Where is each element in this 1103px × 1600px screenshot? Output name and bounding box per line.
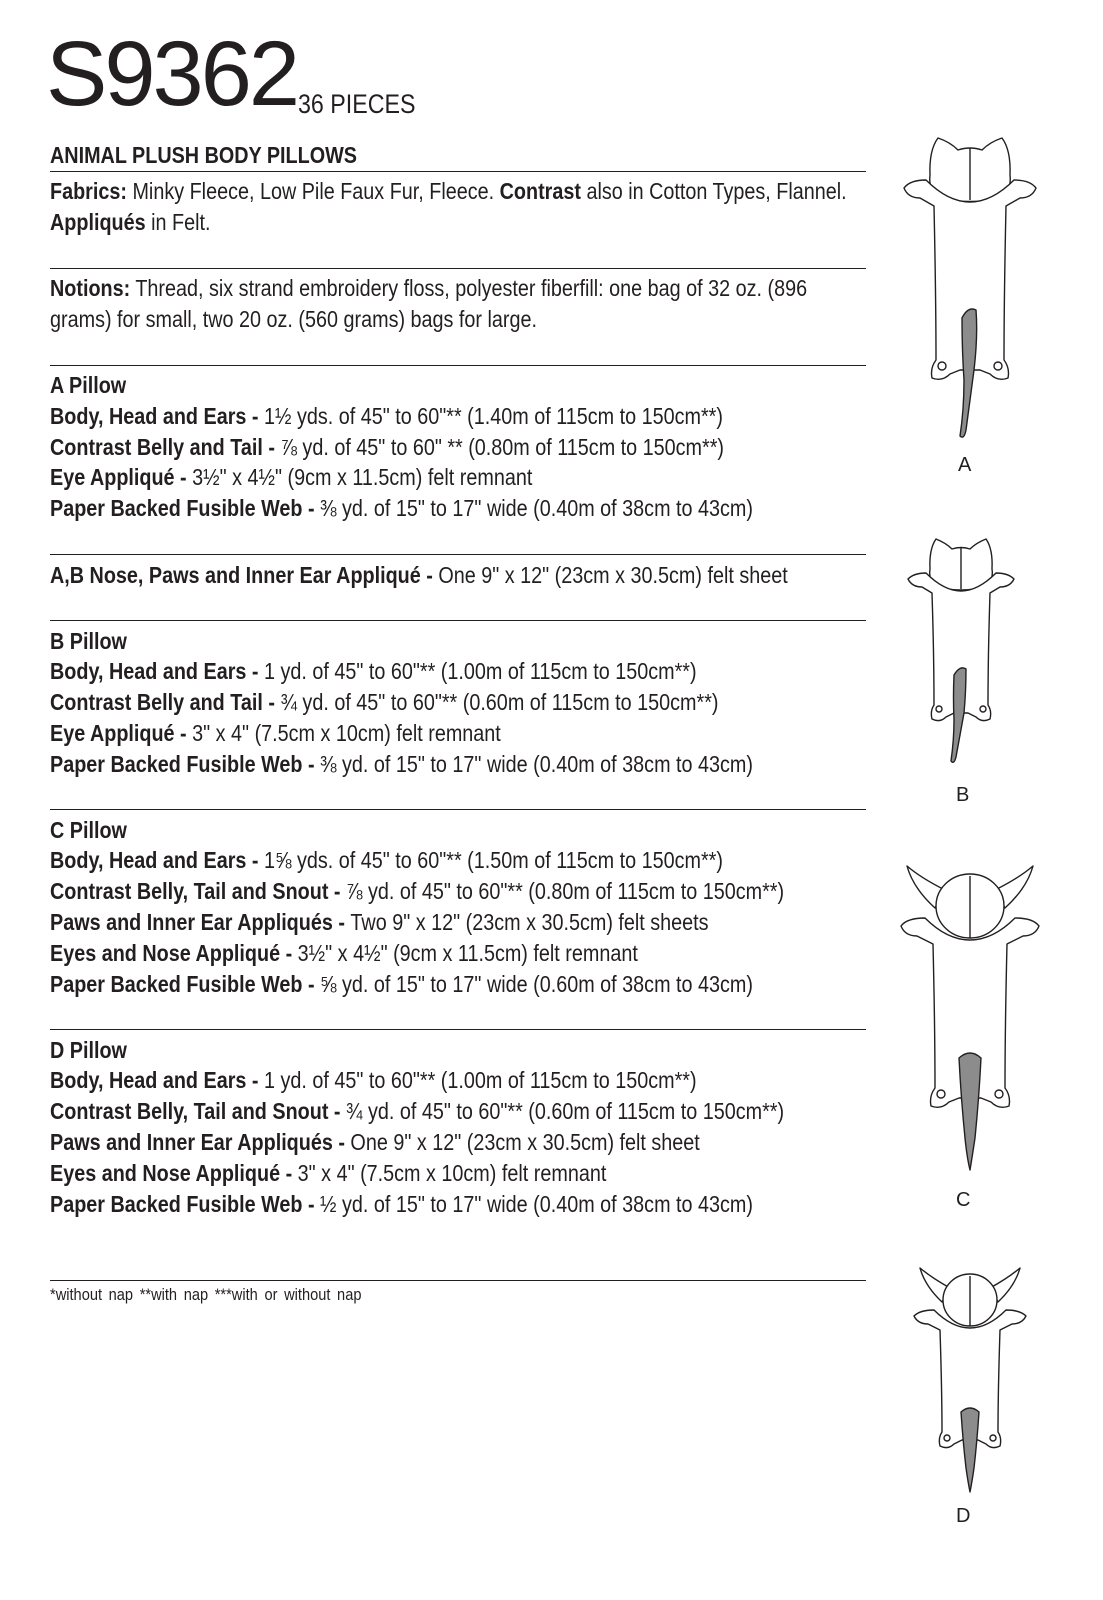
applique-label: Appliqués: [50, 209, 146, 235]
divider: [50, 620, 866, 621]
divider: [50, 1280, 866, 1281]
requirement-line: Body, Head and Ears - 1 yd. of 45" to 60"** (1.00m of 115cm to 150cm**): [50, 658, 697, 684]
divider: [50, 268, 866, 269]
requirement-line: Paper Backed Fusible Web - ⅜ yd. of 15" to 17" wide (0.40m of 38cm to 43cm): [50, 751, 753, 777]
applique-text: in Felt.: [145, 209, 211, 235]
requirement-line: Contrast Belly and Tail - ¾ yd. of 45" to 60"** (0.60m of 115cm to 150cm**): [50, 689, 719, 715]
notions-line-2: [50, 308, 616, 331]
requirement-line: Eyes and Nose Appliqué - 3" x 4" (7.5cm x 10cm) felt remnant: [50, 1160, 607, 1186]
footnote-text: *without nap **with nap ***with or without nap: [50, 1285, 362, 1304]
view-d-illustration: [910, 1262, 1030, 1500]
requirement-line: Eye Appliqué - 3" x 4" (7.5cm x 10cm) felt remnant: [50, 720, 501, 746]
requirement-line: A,B Nose, Paws and Inner Ear Appliqué - One 9" x 12" (23cm x 30.5cm) felt sheet: [50, 562, 788, 588]
view-label-b: B: [956, 784, 970, 806]
piece-count: [298, 91, 435, 118]
view-label-d: D: [956, 1505, 971, 1527]
divider: [50, 1029, 866, 1030]
piece-count-text: 36 PIECES: [298, 89, 416, 119]
contrast-label: Contrast: [499, 178, 581, 204]
requirement-line: Eye Appliqué - 3½" x 4½" (9cm x 11.5cm) felt remnant: [50, 464, 533, 490]
section-heading-b: B Pillow: [50, 628, 127, 654]
view-label-a: A: [958, 454, 972, 476]
requirement-line: Contrast Belly and Tail - ⅞ yd. of 45" to 60" ** (0.80m of 115cm to 150cm**): [50, 434, 725, 460]
contrast-text: also in Cotton Types, Flannel.: [580, 178, 847, 204]
section-heading-d: D Pillow: [50, 1037, 127, 1063]
notions-label: Notions:: [50, 275, 131, 301]
page-title: [50, 144, 407, 167]
divider: [50, 809, 866, 810]
divider: [50, 171, 866, 172]
fabrics-line-2: [50, 211, 237, 234]
divider: [50, 365, 866, 366]
notions-text-2: grams) for small, two 20 oz. (560 grams) bags for large.: [50, 306, 537, 332]
requirement-line: Body, Head and Ears - 1⅝ yds. of 45" to 60"** (1.50m of 115cm to 150cm**): [50, 847, 723, 873]
section-heading-c: C Pillow: [50, 817, 127, 843]
fabrics-line-1: [50, 180, 976, 203]
divider: [50, 554, 866, 555]
requirement-line: Paper Backed Fusible Web - ⅜ yd. of 15" to 17" wide (0.40m of 38cm to 43cm): [50, 495, 753, 521]
requirement-line: Body, Head and Ears - 1 yd. of 45" to 60"** (1.00m of 115cm to 150cm**): [50, 1067, 697, 1093]
section-heading-a: A Pillow: [50, 372, 127, 398]
pattern-number: S9362: [46, 23, 298, 125]
requirement-line: Contrast Belly, Tail and Snout - ⅞ yd. of 45" to 60"** (0.80m of 115cm to 150cm**): [50, 878, 785, 904]
requirement-line: Paws and Inner Ear Appliqués - Two 9" x 12" (23cm x 30.5cm) felt sheets: [50, 909, 709, 935]
footnote: [50, 1286, 412, 1303]
requirement-line: Paper Backed Fusible Web - ⅝ yd. of 15" to 17" wide (0.60m of 38cm to 43cm): [50, 971, 753, 997]
fabrics-label: Fabrics:: [50, 178, 127, 204]
view-c-illustration: [895, 858, 1045, 1178]
page-title-text: ANIMAL PLUSH BODY PILLOWS: [50, 142, 357, 168]
view-label-c: C: [956, 1189, 971, 1211]
fabrics-text: Minky Fleece, Low Pile Faux Fur, Fleece.: [126, 178, 500, 204]
view-b-illustration: [906, 535, 1016, 775]
view-a-illustration: [900, 130, 1040, 450]
notions-text-1: Thread, six strand embroidery floss, polyester fiberfill: one bag of 32 oz. (896: [130, 275, 808, 301]
requirement-line: Paws and Inner Ear Appliqués - One 9" x 12" (23cm x 30.5cm) felt sheet: [50, 1129, 700, 1155]
requirement-line: Eyes and Nose Appliqué - 3½" x 4½" (9cm x 11.5cm) felt remnant: [50, 940, 638, 966]
requirement-line: Contrast Belly, Tail and Snout - ¾ yd. of 45" to 60"** (0.60m of 115cm to 150cm**): [50, 1098, 785, 1124]
requirement-line: Body, Head and Ears - 1½ yds. of 45" to 60"** (1.40m of 115cm to 150cm**): [50, 403, 723, 429]
notions-line-1: [50, 277, 930, 300]
requirement-line: Paper Backed Fusible Web - ½ yd. of 15" to 17" wide (0.40m of 38cm to 43cm): [50, 1191, 753, 1217]
